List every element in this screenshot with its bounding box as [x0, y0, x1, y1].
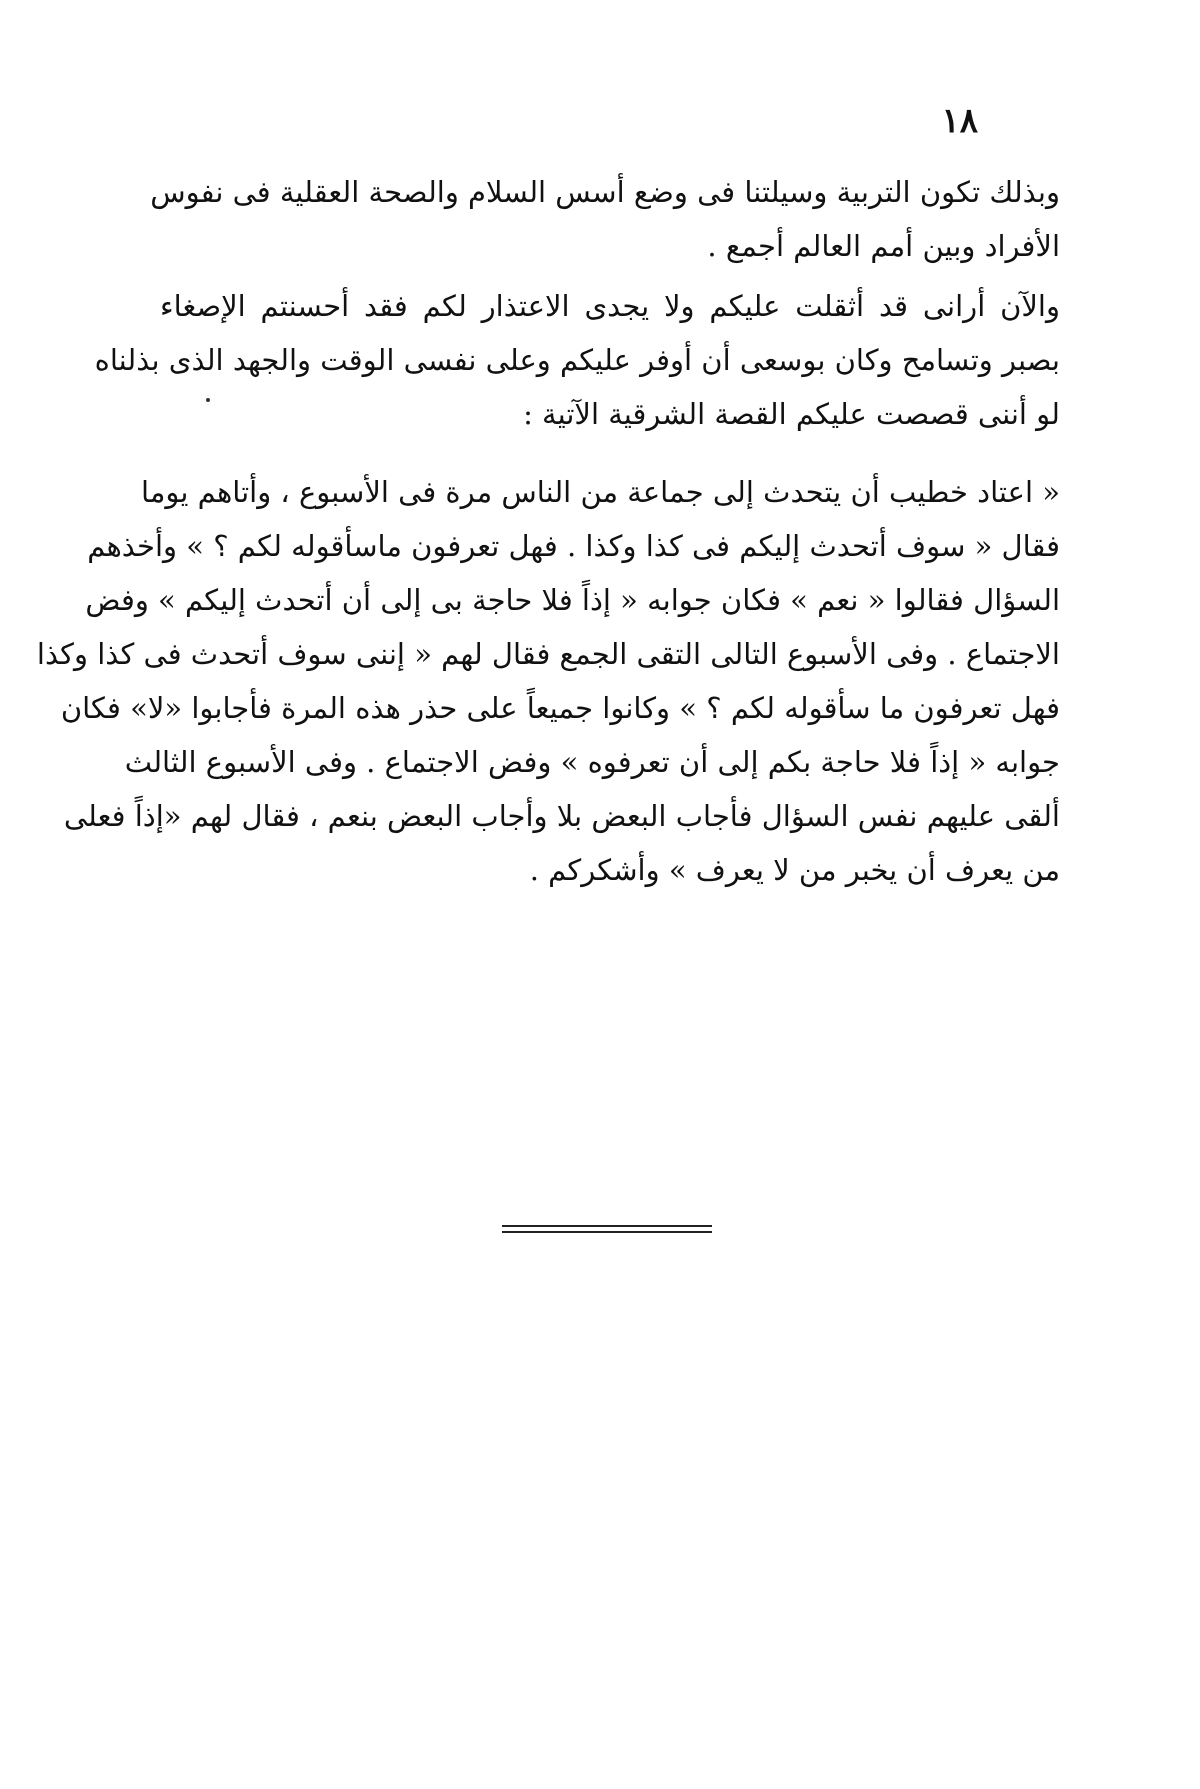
paragraph-2 — [94, 279, 1060, 441]
paragraph-1 — [150, 165, 1060, 273]
paragraph-line: جوابه « إذاً فلا حاجة بكم إلى أن تعرفوه » وفض الاجتماع . وفى الأسبوع الثالث — [124, 745, 1060, 779]
paragraph-line: السؤال فقالوا « نعم » فكان جوابه « إذاً فلا حاجة بى إلى أن أتحدث إليكم » وفض — [85, 583, 1060, 617]
paragraph-line: ألقى عليهم نفس السؤال فأجاب البعض بلا وأجاب البعض بنعم ، فقال لهم «إذاً فعلى — [63, 799, 1060, 833]
section-divider — [502, 1225, 712, 1237]
paragraph-line: « اعتاد خطيب أن يتحدث إلى جماعة من الناس مرة فى الأسبوع ، وأتاهم يوما — [141, 475, 1060, 509]
paragraph-line: والآن أرانى قد أثقلت عليكم ولا يجدى الاعتذار لكم فقد أحسنتم الإصغاء — [160, 289, 1060, 323]
paragraph-line: لو أننى قصصت عليكم القصة الشرقية الآتية : — [523, 397, 1060, 431]
paragraph-line: بصبر وتسامح وكان بوسعى أن أوفر عليكم وعلى نفسى الوقت والجهد الذى بذلناه — [94, 343, 1060, 377]
paragraph-line: وبذلك تكون التربية وسيلتنا فى وضع أسس السلام والصحة العقلية فى نفوس — [150, 175, 1060, 209]
divider-rule-top — [502, 1225, 712, 1227]
paragraph-line: الأفراد وبين أمم العالم أجمع . — [707, 229, 1060, 263]
divider-rule-bottom — [502, 1231, 712, 1233]
scan-speck — [206, 398, 210, 402]
paragraph-line: الاجتماع . وفى الأسبوع التالى التقى الجمع فقال لهم « إننى سوف أتحدث فى كذا وكذا — [36, 637, 1060, 671]
paragraph-3-story — [36, 465, 1060, 897]
page-number: ١٨ — [941, 101, 978, 141]
paragraph-line: من يعرف أن يخبر من لا يعرف » وأشكركم . — [529, 853, 1060, 887]
paragraph-line: فقال « سوف أتحدث إليكم فى كذا وكذا . فهل تعرفون ماسأقوله لكم ؟ » وأخذهم — [87, 529, 1060, 563]
paragraph-line: فهل تعرفون ما سأقوله لكم ؟ » وكانوا جميعاً على حذر هذه المرة فأجابوا «لا» فكان — [60, 691, 1060, 725]
